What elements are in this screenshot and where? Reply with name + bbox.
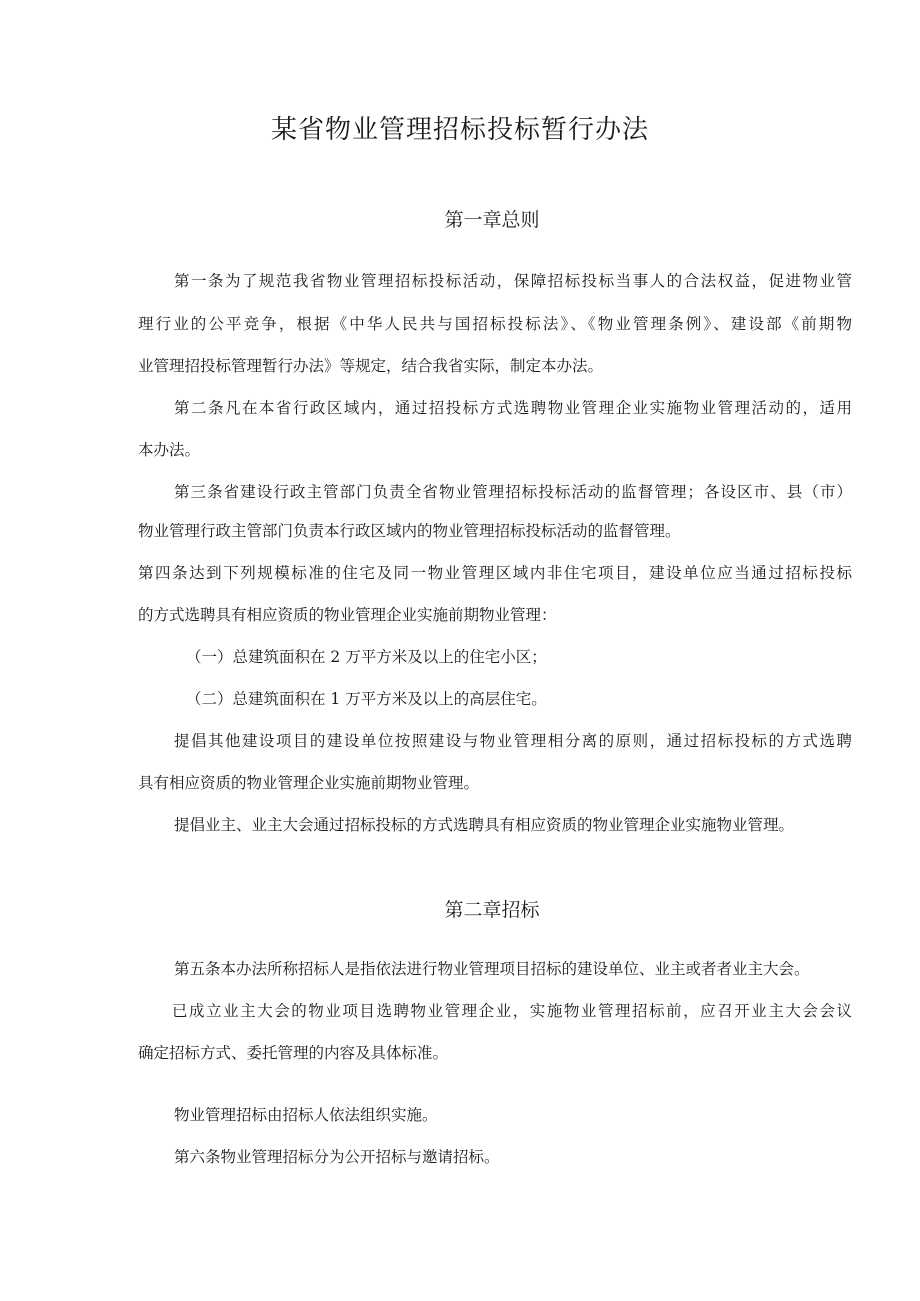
article-4-line-2: 的方式选聘具有相应资质的物业管理企业实施前期物业管理： [138,606,557,624]
article-1-line-2: 理行业的公平竞争，根据《中华人民共与国招标投标法》、《物业管理条例》、建设部《前期物 [138,315,852,333]
chapter-1-heading: 第一章总则 [444,209,540,231]
article-1-line-3: 业管理招投标管理暂行办法》等规定，结合我省实际，制定本办法。 [138,357,604,375]
document-title: 某省物业管理招标投标暂行办法 [270,115,649,145]
article-3-line-1: 第三条省建设行政主管部门负责全省物业管理招标投标活动的监督管理；各设区市、县（市） [174,483,852,501]
article-6: 第六条物业管理招标分为公开招标与邀请招标。 [174,1148,500,1166]
paragraph-1-line-2: 具有相应资质的物业管理企业实施前期物业管理。 [138,774,480,792]
chapter-2-paragraph-1-line-2: 确定招标方式、委托管理的内容及具体标准。 [138,1044,449,1062]
article-4-line-1: 第四条达到下列规模标准的住宅及同一物业管理区域内非住宅项目，建设单位应当通过招标投标 [138,564,852,582]
article-3-line-2: 物业管理行政主管部门负责本行政区域内的物业管理招标投标活动的监督管理。 [138,522,681,540]
list-item-2: （二）总建筑面积在 1 万平方米及以上的高层住宅。 [186,690,547,708]
paragraph-1-line-1: 提倡其他建设项目的建设单位按照建设与物业管理相分离的原则，通过招标投标的方式选聘 [174,732,852,750]
article-2-line-2: 本办法。 [138,441,201,459]
article-2-line-1: 第二条凡在本省行政区域内，通过招投标方式选聘物业管理企业实施物业管理活动的，适用 [174,399,852,417]
chapter-2-paragraph-1-line-1: 已成立业主大会的物业项目选聘物业管理企业，实施物业管理招标前，应召开业主大会会议 [172,1002,852,1020]
chapter-2-heading: 第二章招标 [444,899,540,921]
list-item-1: （一）总建筑面积在 2 万平方米及以上的住宅小区； [186,648,547,666]
paragraph-2: 提倡业主、业主大会通过招标投标的方式选聘具有相应资质的物业管理企业实施物业管理。 [174,816,795,834]
article-1-line-1: 第一条为了规范我省物业管理招标投标活动，保障招标投标当事人的合法权益，促进物业管 [174,272,852,290]
article-5: 第五条本办法所称招标人是指依法进行物业管理项目招标的建设单位、业主或者者业主大会。 [174,960,810,978]
chapter-2-paragraph-2: 物业管理招标由招标人依法组织实施。 [174,1106,438,1124]
